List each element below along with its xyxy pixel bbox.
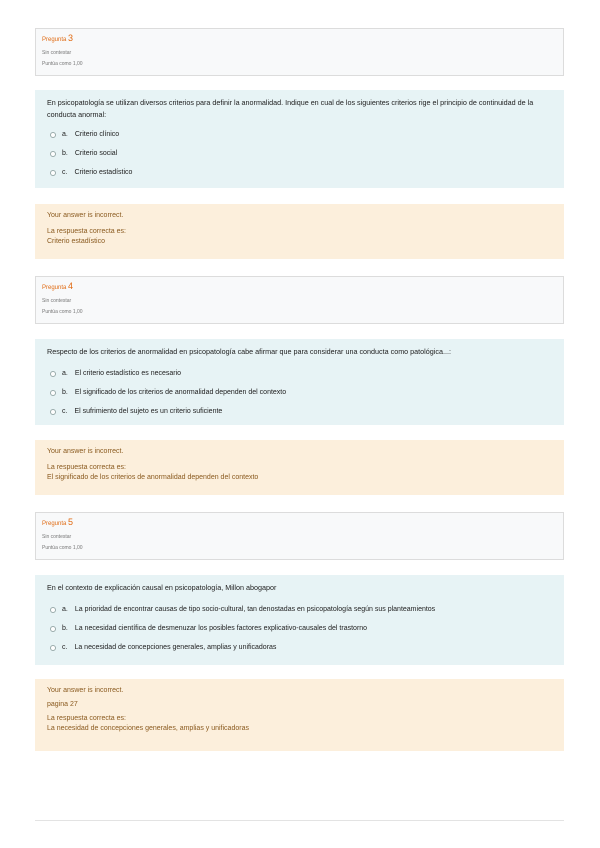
question-info-4: [35, 276, 564, 324]
feedback-incorrect: Your answer is incorrect.: [47, 212, 124, 219]
question-text: Respecto de los criterios de anormalidad en psicopatología cabe afirmar que para considerar una conducta como patológica...:: [47, 347, 451, 356]
answer-option-b[interactable]: [47, 619, 552, 638]
page-divider: [35, 820, 564, 821]
question-number: 3: [68, 33, 74, 43]
radio-button[interactable]: [50, 607, 56, 613]
option-text: El significado de los criterios de anormalidad dependen del contexto: [74, 389, 287, 396]
question-score: Puntúa como 1,00: [42, 61, 83, 67]
feedback-note: pagina 27: [47, 701, 78, 708]
option-text: La prioridad de encontrar causas de tipo socio-cultural, tan denostadas en psicopatología según sus planteamientos: [74, 606, 436, 613]
answer-option-a[interactable]: [47, 364, 552, 383]
option-text: Criterio social: [74, 150, 118, 157]
question-label: Pregunta: [42, 37, 67, 43]
question-content-4: [35, 339, 564, 425]
option-text: El sufrimiento del sujeto es un criterio suficiente: [74, 408, 223, 415]
radio-button[interactable]: [50, 151, 56, 157]
option-letter: a.: [62, 131, 68, 138]
feedback-3: [35, 204, 564, 259]
radio-button[interactable]: [50, 645, 56, 651]
correct-answer-label: La respuesta correcta es:: [47, 715, 126, 722]
question-text: En psicopatología se utilizan diversos criterios para definir la anormalidad. Indique en cual de los siguientes criterios rige el principio de continuidad de la conducta anormal:: [47, 98, 534, 119]
option-letter: b.: [62, 389, 68, 396]
radio-button[interactable]: [50, 371, 56, 377]
correct-answer-text: Criterio estadístico: [47, 238, 105, 245]
feedback-5: [35, 679, 564, 751]
question-number: 5: [68, 517, 74, 527]
answer-option-a[interactable]: [47, 125, 552, 144]
question-score: Puntúa como 1,00: [42, 309, 83, 315]
radio-button[interactable]: [50, 132, 56, 138]
question-status: Sin contestar: [42, 534, 72, 540]
option-text: Criterio clínico: [74, 131, 120, 138]
correct-answer-label: La respuesta correcta es:: [47, 464, 126, 471]
option-letter: c.: [62, 169, 68, 176]
radio-button[interactable]: [50, 626, 56, 632]
option-letter: c.: [62, 644, 68, 651]
question-number: 4: [68, 281, 74, 291]
option-letter: b.: [62, 150, 68, 157]
option-letter: c.: [62, 408, 68, 415]
answer-option-b[interactable]: [47, 144, 552, 163]
option-text: La necesidad científica de desmenuzar los posibles factores explicativo-causales del trastorno: [74, 625, 368, 632]
question-label: Pregunta: [42, 521, 67, 527]
question-text: En el contexto de explicación causal en psicopatología, Millon abogapor: [47, 583, 277, 592]
question-score: Puntúa como 1,00: [42, 545, 83, 551]
answer-option-c[interactable]: [47, 163, 552, 182]
question-content-3: [35, 90, 564, 188]
answer-option-c[interactable]: [47, 402, 552, 421]
option-text: La necesidad de concepciones generales, amplias y unificadoras: [74, 644, 277, 651]
question-info-5: [35, 512, 564, 560]
question-status: Sin contestar: [42, 298, 72, 304]
question-title: [42, 33, 557, 45]
option-letter: b.: [62, 625, 68, 632]
feedback-4: [35, 440, 564, 495]
option-letter: a.: [62, 370, 68, 377]
question-label: Pregunta: [42, 285, 67, 291]
question-title: [42, 517, 557, 529]
correct-answer-label: La respuesta correcta es:: [47, 228, 126, 235]
question-content-5: [35, 575, 564, 665]
option-letter: a.: [62, 606, 68, 613]
radio-button[interactable]: [50, 409, 56, 415]
correct-answer-text: La necesidad de concepciones generales, amplias y unificadoras: [47, 725, 249, 732]
question-info-3: [35, 28, 564, 76]
radio-button[interactable]: [50, 170, 56, 176]
answer-option-a[interactable]: [47, 600, 552, 619]
answer-option-c[interactable]: [47, 638, 552, 657]
option-text: Criterio estadístico: [74, 169, 133, 176]
question-status: Sin contestar: [42, 50, 72, 56]
radio-button[interactable]: [50, 390, 56, 396]
correct-answer-text: El significado de los criterios de anormalidad dependen del contexto: [47, 474, 259, 481]
feedback-incorrect: Your answer is incorrect.: [47, 448, 124, 455]
option-text: El criterio estadístico es necesario: [74, 370, 182, 377]
question-title: [42, 281, 557, 293]
feedback-incorrect: Your answer is incorrect.: [47, 687, 124, 694]
answer-option-b[interactable]: [47, 383, 552, 402]
